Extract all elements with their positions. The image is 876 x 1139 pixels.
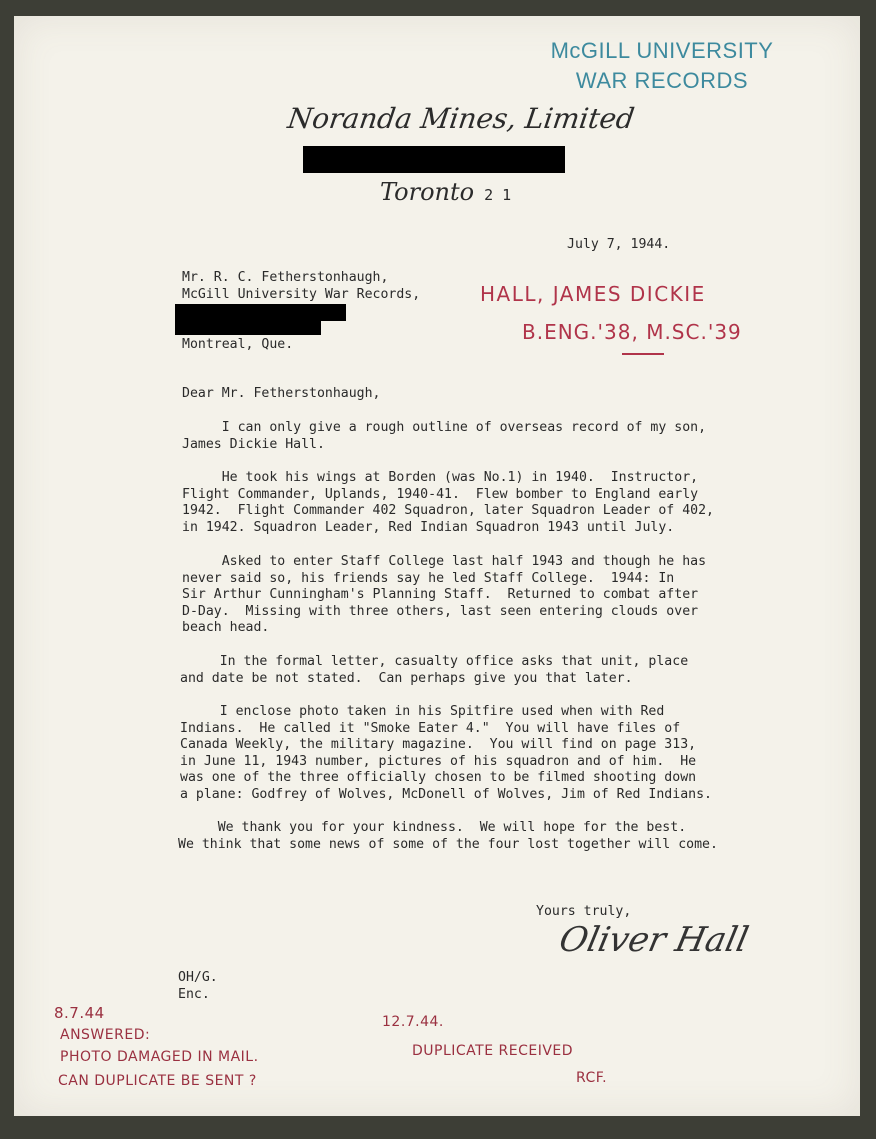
note-right-initials: RCF. (576, 1070, 608, 1086)
paragraph-5: I enclose photo taken in his Spitfire used when with Red Indians. He called it "Smoke Eater 4." You will have files of Canada Weekly, the military magazine. You will find on page 313, in June 11, 1943 number, pictures of his squadron and of him. He was one of the three officially chosen to be filmed shooting down a plane: Godfrey of Wolves, McDonell of Wolves, Jim of Red Indians. (180, 704, 712, 802)
closing: Yours truly, (536, 904, 632, 919)
redacted-street (175, 304, 346, 321)
archive-stamp (522, 36, 802, 96)
redacted-street-2 (175, 320, 321, 335)
annotation-name: HALL, JAMES DICKIE (480, 282, 706, 306)
enclosure-note: Enc. (178, 987, 210, 1002)
recipient-org: McGill University War Records, (182, 287, 421, 302)
stamp-line-1: McGILL UNIVERSITY (550, 38, 774, 63)
note-left-line-1: ANSWERED: (60, 1027, 151, 1043)
annotation-underline (622, 353, 664, 355)
note-right-date: 12.7.44. (382, 1014, 444, 1030)
typist-initials: OH/G. (178, 970, 218, 985)
note-left-line-2: PHOTO DAMAGED IN MAIL. (60, 1049, 259, 1065)
stamp-line-2: WAR RECORDS (575, 68, 749, 93)
letterhead-city-line (380, 178, 511, 206)
salutation: Dear Mr. Fetherstonhaugh, (182, 386, 381, 401)
recipient-name: Mr. R. C. Fetherstonhaugh, (182, 270, 389, 285)
paragraph-1: I can only give a rough outline of overseas record of my son, James Dickie Hall. (182, 420, 707, 452)
redacted-address (303, 146, 565, 173)
annotation-degrees: B.ENG.'38, M.SC.'39 (522, 320, 742, 344)
note-left-line-3: CAN DUPLICATE BE SENT ? (58, 1073, 257, 1089)
letter-date: July 7, 1944. (567, 237, 671, 252)
recipient-city: Montreal, Que. (182, 337, 294, 352)
note-right-line-1: DUPLICATE RECEIVED (412, 1043, 574, 1059)
paragraph-2: He took his wings at Borden (was No.1) in 1940. Instructor, Flight Commander, Uplands, 1940-41. Flew bomber to England early 1942. Flight Commander 402 Squadron, later Squadron Leader of 402, in 1942. Squadron Leader, Red Indian Squadron 1943 until July. (182, 470, 714, 535)
company-name: Noranda Mines, Limited (285, 102, 637, 135)
signature: Oliver Hall (555, 920, 752, 960)
paragraph-4: In the formal letter, casualty office asks that unit, place and date be not stated. Can perhaps give you that later. (180, 654, 689, 686)
letterhead-city: Toronto (380, 178, 475, 206)
paragraph-3: Asked to enter Staff College last half 1943 and though he has never said so, his friends say he led Staff College. 1944: In Sir Arthur Cunningham's Planning Staff. Returned to combat after D-Day. Missing with three others, last seen entering clouds over beach head. (182, 554, 707, 636)
paragraph-6: We thank you for your kindness. We will hope for the best. We think that some news of some of the four lost together will come. (178, 820, 718, 852)
note-left-date: 8.7.44 (54, 1004, 105, 1022)
letterhead-city-suffix: 2 1 (484, 186, 512, 204)
